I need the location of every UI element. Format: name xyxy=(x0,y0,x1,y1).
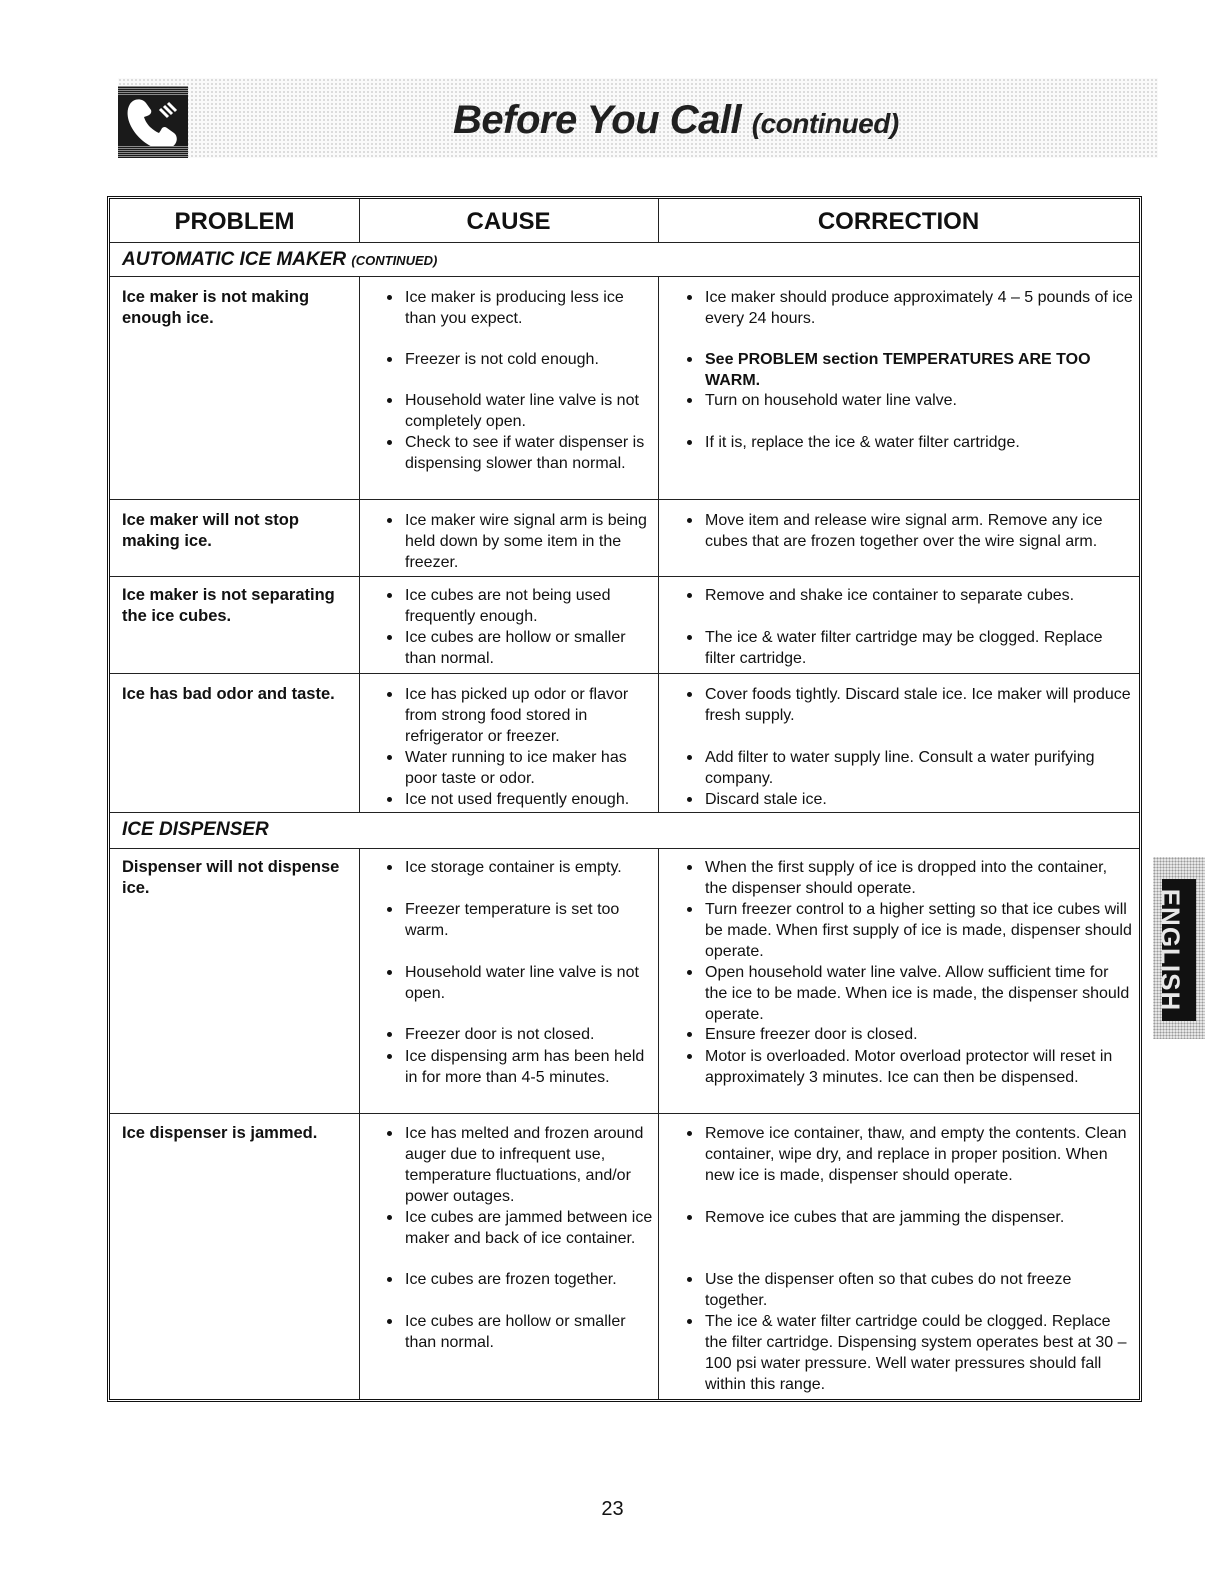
cause-text: Freezer door is not closed. xyxy=(405,1026,595,1043)
correction-item xyxy=(673,1207,1133,1228)
column-divider xyxy=(359,277,360,499)
cause-text: Freezer temperature is set too warm. xyxy=(405,901,620,939)
problem-text: Ice maker will not stop making ice. xyxy=(122,511,299,550)
correction-item xyxy=(673,789,1133,810)
bullet xyxy=(387,797,392,802)
cause-text: Ice cubes are hollow or smaller than normal. xyxy=(405,1313,626,1351)
correction-text: Ensure freezer door is closed. xyxy=(705,1026,918,1043)
cause-item xyxy=(373,899,658,941)
correction-text: When the first supply of ice is dropped into the container, the dispenser should operate. xyxy=(705,859,1108,897)
bullet xyxy=(387,440,392,445)
section-label-suffix: (CONTINUED) xyxy=(351,253,438,268)
cause-text: Ice has melted and frozen around auger due to infrequent use, temperature fluctuations, and/or power outages. xyxy=(405,1125,644,1205)
bullet xyxy=(687,865,692,870)
section-row xyxy=(110,813,1139,849)
column-divider xyxy=(658,277,659,499)
bullet xyxy=(687,1131,692,1136)
correction-item xyxy=(673,585,1133,606)
column-divider xyxy=(359,1114,360,1399)
correction-item xyxy=(673,684,1133,726)
cause-item xyxy=(373,349,658,370)
bullet xyxy=(687,755,692,760)
table-header-row xyxy=(110,199,1139,243)
cause-text: Ice cubes are hollow or smaller than normal. xyxy=(405,629,626,667)
cause-text: Ice storage container is empty. xyxy=(405,859,622,876)
correction-item xyxy=(673,899,1133,962)
correction-text: Open household water line valve. Allow sufficient time for the ice to be made. When ice is made, the dispenser should operate. xyxy=(705,964,1130,1023)
bullet xyxy=(687,1319,692,1324)
cause-item xyxy=(373,627,658,669)
bullet xyxy=(387,518,392,523)
cause-text: Ice maker wire signal arm is being held down by some item in the freezer. xyxy=(405,512,647,571)
bullet xyxy=(687,295,692,300)
bullet xyxy=(387,865,392,870)
correction-text: Ice maker should produce approximately 4 – 5 pounds of ice every 24 hours. xyxy=(705,289,1133,327)
cause-item xyxy=(373,1311,658,1353)
column-header-problem: PROBLEM xyxy=(174,208,295,235)
bullet xyxy=(687,907,692,912)
correction-item xyxy=(673,1024,1133,1045)
correction-item xyxy=(673,1311,1133,1395)
correction-item xyxy=(673,1046,1133,1088)
bullet xyxy=(387,1131,392,1136)
column-header-cause: CAUSE xyxy=(466,208,551,235)
column-divider xyxy=(658,674,659,812)
cause-text: Ice has picked up odor or flavor from strong food stored in refrigerator or freezer. xyxy=(405,686,629,745)
language-tab xyxy=(1153,857,1205,1039)
bullet xyxy=(387,1215,392,1220)
language-tab-label: ENGLISH xyxy=(1155,888,1186,1012)
table-row xyxy=(110,849,1139,1114)
bullet xyxy=(687,593,692,598)
bullet xyxy=(687,797,692,802)
table-row xyxy=(110,277,1139,500)
cause-text: Check to see if water dispenser is dispensing slower than normal. xyxy=(405,434,645,472)
correction-text: Discard stale ice. xyxy=(705,791,827,808)
table-row xyxy=(110,500,1139,577)
bullet xyxy=(687,1032,692,1037)
cause-item xyxy=(373,1123,658,1207)
bullet xyxy=(387,635,392,640)
correction-item xyxy=(673,432,1133,453)
cause-item xyxy=(373,747,658,789)
correction-text: Remove ice cubes that are jamming the dispenser. xyxy=(705,1209,1065,1226)
column-divider xyxy=(359,849,360,1113)
column-divider xyxy=(359,674,360,812)
correction-text: The ice & water filter cartridge could be clogged. Replace the filter cartridge. Dispensing system operates best at 30 – 100 psi water pressure. Well water pressures should fall within this range. xyxy=(705,1313,1127,1393)
correction-text: See PROBLEM section TEMPERATURES ARE TOO WARM. xyxy=(705,351,1091,389)
bullet xyxy=(687,1215,692,1220)
column-divider xyxy=(658,577,659,673)
page-title xyxy=(453,98,899,143)
correction-item xyxy=(673,390,1133,411)
phone-icon xyxy=(118,86,188,158)
cause-item xyxy=(373,684,658,747)
cause-text: Ice cubes are not being used frequently enough. xyxy=(405,587,611,625)
correction-item xyxy=(673,857,1133,899)
page-title-suffix: (continued) xyxy=(751,108,899,139)
page-number: 23 xyxy=(601,1498,624,1520)
bullet xyxy=(387,755,392,760)
problem-text: Dispenser will not dispense ice. xyxy=(122,858,340,897)
correction-item xyxy=(673,1123,1133,1186)
cause-text: Ice cubes are frozen together. xyxy=(405,1271,617,1288)
table-row xyxy=(110,577,1139,674)
bullet xyxy=(687,440,692,445)
bullet xyxy=(687,1054,692,1059)
bullet xyxy=(387,692,392,697)
correction-text: The ice & water filter cartridge may be clogged. Replace filter cartridge. xyxy=(705,629,1103,667)
cause-item xyxy=(373,1207,658,1249)
bullet xyxy=(687,357,692,362)
correction-text: Remove ice container, thaw, and empty the contents. Clean container, wipe dry, and replace in proper position. When new ice is made, dispenser should operate. xyxy=(705,1125,1127,1184)
column-divider xyxy=(658,1114,659,1399)
correction-text: Turn on household water line valve. xyxy=(705,392,957,409)
cause-text: Ice maker is producing less ice than you expect. xyxy=(405,289,624,327)
problem-text: Ice maker is not making enough ice. xyxy=(122,288,310,327)
bullet xyxy=(387,357,392,362)
problem-text: Ice dispenser is jammed. xyxy=(122,1124,318,1142)
cause-text: Household water line valve is not open. xyxy=(405,964,639,1002)
cause-item xyxy=(373,857,658,878)
cause-item xyxy=(373,962,658,1004)
correction-item xyxy=(673,627,1133,669)
bullet xyxy=(387,907,392,912)
bullet xyxy=(387,1319,392,1324)
correction-text: Turn freezer control to a higher setting so that ice cubes will be made. When first supply of ice is made, dispenser should operate. xyxy=(705,901,1132,960)
section-label-text: ICE DISPENSER xyxy=(122,819,269,840)
bullet xyxy=(387,1032,392,1037)
cause-item xyxy=(373,1269,658,1290)
correction-text: If it is, replace the ice & water filter cartridge. xyxy=(705,434,1020,451)
bullet xyxy=(687,635,692,640)
correction-item xyxy=(673,510,1133,552)
correction-text: Add filter to water supply line. Consult a water purifying company. xyxy=(705,749,1095,787)
column-header-correction: CORRECTION xyxy=(817,208,980,235)
bullet xyxy=(687,970,692,975)
bullet xyxy=(387,398,392,403)
section-label-text: AUTOMATIC ICE MAKER xyxy=(122,249,347,270)
section-label xyxy=(122,819,269,841)
column-divider xyxy=(359,500,360,576)
cause-item xyxy=(373,390,658,432)
correction-text: Motor is overloaded. Motor overload protector will reset in approximately 3 minutes. Ice can then be dispensed. xyxy=(705,1048,1113,1086)
problem-text: Ice maker is not separating the ice cubes. xyxy=(122,586,335,625)
correction-item xyxy=(673,747,1133,789)
cause-item xyxy=(373,1046,658,1088)
correction-text: Use the dispenser often so that cubes do not freeze together. xyxy=(705,1271,1072,1309)
correction-item xyxy=(673,349,1133,391)
correction-item xyxy=(673,962,1133,1025)
cause-text: Household water line valve is not completely open. xyxy=(405,392,639,430)
cause-item xyxy=(373,789,658,810)
table-row xyxy=(110,1114,1139,1399)
page-title-text: Before You Call xyxy=(453,98,742,142)
cause-item xyxy=(373,510,658,573)
cause-text: Freezer is not cold enough. xyxy=(405,351,599,368)
column-divider xyxy=(658,500,659,576)
bullet xyxy=(387,1277,392,1282)
bullet xyxy=(387,593,392,598)
cause-item xyxy=(373,585,658,627)
column-divider xyxy=(359,577,360,673)
section-row xyxy=(110,243,1139,277)
cause-text: Ice cubes are jammed between ice maker and back of ice container. xyxy=(405,1209,653,1247)
column-divider xyxy=(658,849,659,1113)
correction-text: Cover foods tightly. Discard stale ice. Ice maker will produce fresh supply. xyxy=(705,686,1131,724)
section-label xyxy=(122,249,437,271)
cause-item xyxy=(373,287,658,329)
troubleshooting-table xyxy=(107,196,1142,1402)
cause-text: Water running to ice maker has poor taste or odor. xyxy=(405,749,627,787)
cause-text: Ice not used frequently enough. xyxy=(405,791,630,808)
cause-item xyxy=(373,432,658,474)
correction-text: Move item and release wire signal arm. Remove any ice cubes that are frozen together over the wire signal arm. xyxy=(705,512,1103,550)
page-header xyxy=(118,78,1158,158)
table-row xyxy=(110,674,1139,813)
correction-item xyxy=(673,287,1133,329)
bullet xyxy=(687,398,692,403)
bullet xyxy=(687,1277,692,1282)
correction-text: Remove and shake ice container to separate cubes. xyxy=(705,587,1075,604)
cause-item xyxy=(373,1024,658,1045)
bullet xyxy=(387,970,392,975)
bullet xyxy=(687,692,692,697)
problem-text: Ice has bad odor and taste. xyxy=(122,685,335,703)
bullet xyxy=(387,295,392,300)
correction-item xyxy=(673,1269,1133,1311)
bullet xyxy=(687,518,692,523)
bullet xyxy=(387,1054,392,1059)
cause-text: Ice dispensing arm has been held in for more than 4-5 minutes. xyxy=(405,1048,645,1086)
